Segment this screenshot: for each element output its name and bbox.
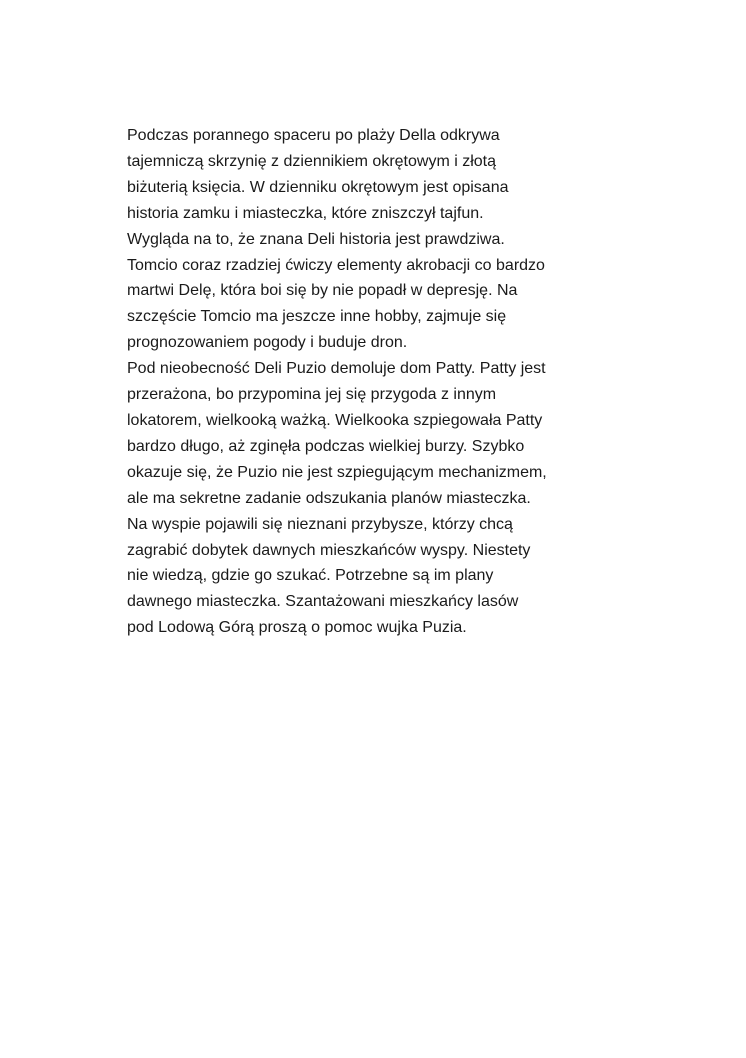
text-line: zagrabić dobytek dawnych mieszkańców wyspy. Niestety <box>127 541 531 559</box>
text-line: okazuje się, że Puzio nie jest szpiegującym mechanizmem, <box>127 463 547 481</box>
text-line: prognozowaniem pogody i buduje dron. <box>127 334 408 352</box>
text-line: lokatorem, wielkooką ważką. Wielkooka szpiegowała Patty <box>127 411 543 429</box>
text-line: szczęście Tomcio ma jeszcze inne hobby, zajmuje się <box>127 308 507 326</box>
text-line: tajemniczą skrzynię z dziennikiem okrętowym i złotą <box>127 152 497 170</box>
text-line: przerażona, bo przypomina jej się przygoda z innym <box>127 386 497 404</box>
text-line: Pod nieobecność Deli Puzio demoluje dom Patty. Patty jest <box>127 360 546 378</box>
text-line: dawnego miasteczka. Szantażowani mieszkańcy lasów <box>127 593 519 611</box>
text-line: nie wiedzą, gdzie go szukać. Potrzebne są im plany <box>127 567 494 585</box>
text-line: martwi Delę, która boi się by nie popadł w depresję. Na <box>127 282 518 300</box>
text-line: Podczas porannego spaceru po plaży Della odkrywa <box>127 127 500 144</box>
text-line: biżuterią księcia. W dzienniku okrętowym jest opisana <box>127 178 509 196</box>
text-line: bardzo długo, aż zginęła podczas wielkiej burzy. Szybko <box>127 437 525 455</box>
text-line: historia zamku i miasteczka, które zniszczył tajfun. <box>127 204 484 222</box>
text-line: pod Lodową Górą proszą o pomoc wujka Puzia. <box>127 619 467 637</box>
text-line: Tomcio coraz rzadziej ćwiczy elementy akrobacji co bardzo <box>127 256 545 274</box>
text-line: Na wyspie pojawili się nieznani przybysze, którzy chcą <box>127 515 513 533</box>
text-line: ale ma sekretne zadanie odszukania planów miasteczka. <box>127 489 531 507</box>
text-line: Wygląda na to, że znana Deli historia jest prawdziwa. <box>127 230 505 248</box>
body-text <box>127 123 627 641</box>
